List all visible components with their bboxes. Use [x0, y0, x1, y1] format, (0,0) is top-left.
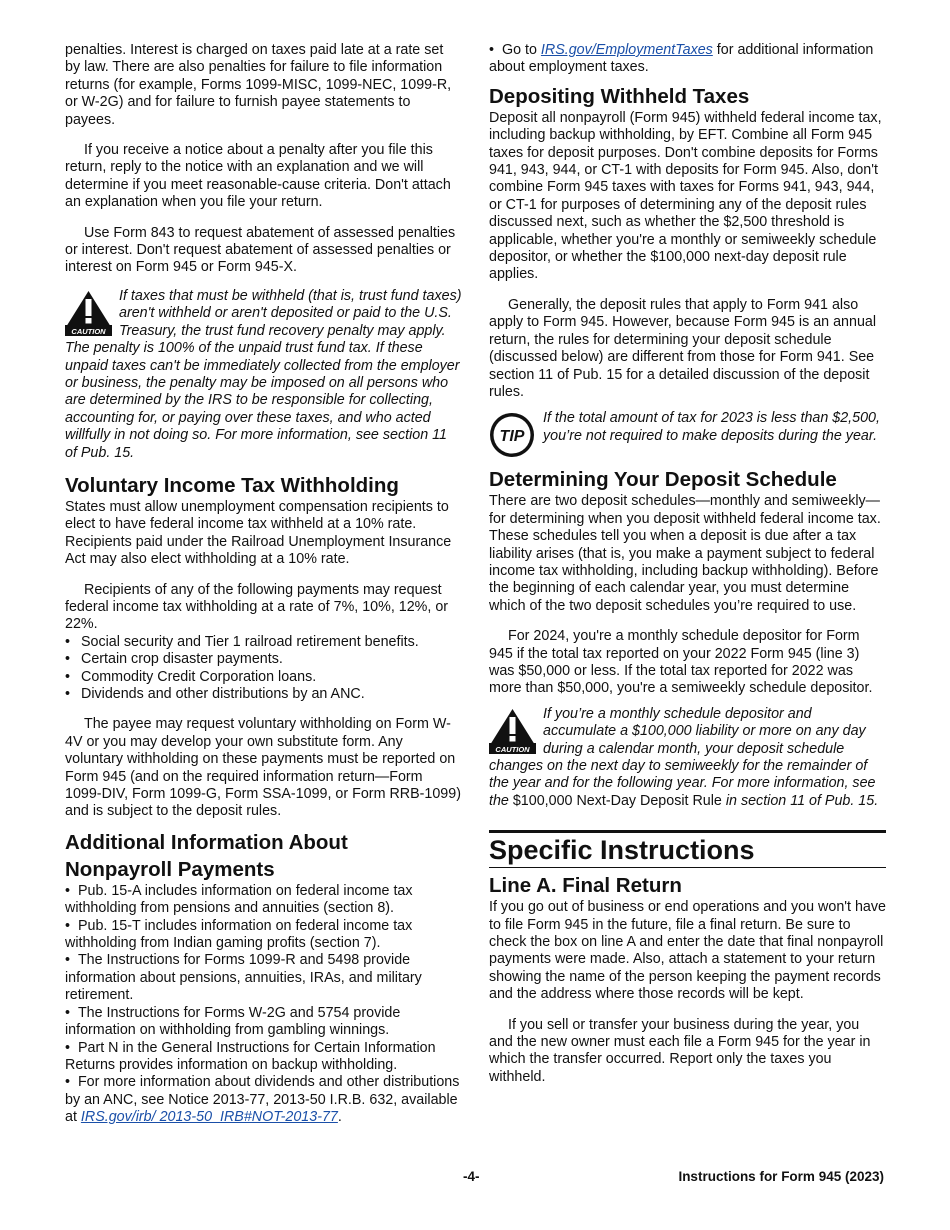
paragraph-deposit-all: Deposit all nonpayroll (Form 945) withheld federal income tax, including backup withholding, by EFT. Combine all Form 945 taxes for deposit purposes. Don't combine deposits for Forms 941, 943, 944, or CT-1 with deposits for Form 945. Also, don't combine Form 945 taxes with taxes for Forms 941, 943, 944, or CT-1 for purposes of determining any of the deposit rules discussed next, such as whether the $2,500 threshold is applicable, whether you're a monthly or semiweekly schedule depositor, or whether the $100,000 next-day deposit rule applies. — [489, 109, 882, 283]
bullet-list-additional-info — [65, 883, 462, 1127]
paragraph-states: States must allow unemployment compensation recipients to elect to have federal income tax withheld at a 10% rate. Recipients paid under the Railroad Unemployment Insurance Act may also elect withholding at a 10% rate. — [65, 498, 452, 568]
caution-label: CAUTION — [71, 326, 106, 336]
list-item: • Dividends and other distributions by an ANC. — [65, 686, 462, 703]
list-item: • Social security and Tier 1 railroad retirement benefits. — [65, 634, 462, 651]
caution-callout-trust-fund — [65, 288, 462, 462]
heading-deposit-schedule: Determining Your Deposit Schedule — [489, 468, 837, 492]
left-column — [65, 42, 462, 1127]
caution-text-end: in section 11 of Pub. 15. — [721, 792, 879, 809]
paragraph-generally: Generally, the deposit rules that apply to Form 941 also apply to Form 945. However, because Form 945 is an annual return, the rules for determining your deposit schedule (discussed below) are different from those for Form 941. See section 11 of Pub. 15 for a detailed discussion of the deposit rules. — [489, 296, 877, 400]
list-item: • Pub. 15-A includes information on federal income tax withholding from pensions and annuities (section 8). — [65, 883, 462, 918]
list-item: • The Instructions for Forms W-2G and 5754 provide information on withholding from gambling winnings. — [65, 1005, 462, 1040]
heading-depositing: Depositing Withheld Taxes — [489, 84, 750, 108]
caution-text: If you’re a monthly schedule depositor and accumulate a $100,000 liability or more on any day during a calendar month, your deposit schedule changes on the next day to semiweekly for the remainder of the year and for the following year. For more information, see the — [489, 705, 876, 809]
tip-callout — [489, 410, 886, 454]
footer-doc-title: Instructions for Form 945 (2023) — [678, 1169, 884, 1184]
heading-underline — [489, 867, 886, 868]
paragraph-notice: If you receive a notice about a penalty after you file this return, reply to the notice with an explanation and we will determine if you meet reasonable-cause criteria. Don't attach an explanation when you file your return. — [65, 142, 451, 211]
heading-line-2: Nonpayroll Payments — [65, 857, 275, 881]
bullet-list-payments — [65, 634, 462, 704]
paragraph-recipients: Recipients of any of the following payments may request federal income tax withholding at a rate of 7%, 10%, 12%, or 22%. — [65, 581, 449, 633]
tip-text: If the total amount of tax for 2023 is less than $2,500, you’re not required to make deposits during the year. — [543, 410, 880, 444]
paragraph-final-return: If you go out of business or end operations and you won't have to file Form 945 in the future, file a final return. Be sure to check the box on line A and enter the date that final nonpayroll payments were made. Also, attach a statement to your return showing the name of the person keeping the payment records and the address where those records will be kept. — [489, 899, 886, 1003]
list-item: • The Instructions for Forms 1099-R and 5498 provide information about pensions, annuities, IRAs, and military retirement. — [65, 952, 462, 1004]
paragraph-two-schedules: There are two deposit schedules—monthly and semiweekly—for determining when you deposit withheld federal income tax. These schedules tell you when a deposit is due after a tax liability arises (that is, you make a payment subject to federal income tax withholding, including backup withholding). Before the beginning of each calendar year, you must determine which of the two deposit schedules you’re required to use. — [489, 493, 881, 614]
paragraph-2024: For 2024, you're a monthly schedule depositor for Form 945 if the total tax reported on your 2022 Form 945 (line 3) was $50,000 or less. If the total tax reported for 2022 was more than $50,000, you're a semiweekly schedule depositor. — [489, 628, 873, 697]
paragraph-form-843: Use Form 843 to request abatement of assessed penalties or interest. Don't request abatement of assessed penalties or interest on Form 945 or Form 945-X. — [65, 224, 456, 276]
caution-label: CAUTION — [495, 744, 530, 754]
paragraph-penalties: penalties. Interest is charged on taxes paid late at a rate set by law. There are also penalties for failure to file information returns (for example, Forms 1099-MISC, 1099-NEC, 1099-R, or W-2G) and for failure to furnish payee statements to payees. — [65, 42, 452, 128]
page-number: -4- — [463, 1169, 480, 1184]
caution-icon — [65, 290, 112, 336]
list-item: • Part N in the General Instructions for Certain Information Returns provides information on backup withholding. — [65, 1040, 462, 1075]
tip-label: TIP — [499, 428, 525, 446]
list-item: • Certain crop disaster payments. — [65, 651, 462, 668]
caution-callout-100k — [489, 706, 886, 810]
heading-voluntary-withholding: Voluntary Income Tax Withholding — [65, 473, 399, 497]
heading-line-a: Line A. Final Return — [489, 874, 682, 898]
bullet-employment-taxes — [489, 42, 886, 77]
tip-icon — [489, 412, 535, 458]
paragraph-sell-business: If you sell or transfer your business during the year, you and the new owner must each file a Form 945 for the year in which the transfer occurred. Report only the taxes you withheld. — [489, 1016, 871, 1085]
anc-text: For more information about dividends and other distributions by an ANC, see Notice 2013-77, 2013-50 I.R.B. 632, available at — [65, 1074, 460, 1126]
go-to-text: Go to — [501, 42, 541, 58]
employment-taxes-link[interactable]: IRS.gov/EmploymentTaxes — [540, 42, 713, 58]
heading-line-1: Additional Information About — [65, 830, 348, 854]
go-to-suffix: for additional information about employment taxes. — [489, 42, 874, 76]
deposit-rule-reference: $100,000 Next-Day Deposit Rule — [512, 792, 722, 809]
list-item-anc — [65, 1074, 462, 1126]
caution-text: If taxes that must be withheld (that is, trust fund taxes) aren't withheld or aren't deposited or paid to the U.S. Treasury, the trust fund recovery penalty may apply. The penalty is 100% of the unpaid trust fund tax. If these unpaid taxes can't be immediately collected from the employer or business, the penalty may be imposed on all persons who are determined by the IRS to be responsible for collecting, accounting for, or paying over these taxes, and who acted willfully in not doing so. For more information, see section 11 of Pub. 15. — [65, 287, 462, 461]
list-item: • Pub. 15-T includes information on federal income tax withholding from Indian gaming profits (section 7). — [65, 918, 462, 953]
anc-period: . — [337, 1109, 342, 1126]
list-item: • Commodity Credit Corporation loans. — [65, 669, 462, 686]
paragraph-payee: The payee may request voluntary withholding on Form W-4V or you may develop your own substitute form. Any voluntary withholding on these payments must be reported on Form 945 (and on the required information return—Form 1099-DIV, Form 1099-G, Form SSA-1099, or Form RRB-1099) and is subject to the deposit rules. — [65, 716, 461, 820]
caution-icon — [489, 708, 536, 754]
heading-additional-info — [65, 829, 462, 883]
irb-link[interactable]: IRS.gov/irb/ 2013-50_IRB#NOT-2013-77 — [80, 1109, 338, 1126]
right-column — [489, 42, 886, 1086]
heading-specific-instructions: Specific Instructions — [489, 835, 755, 866]
